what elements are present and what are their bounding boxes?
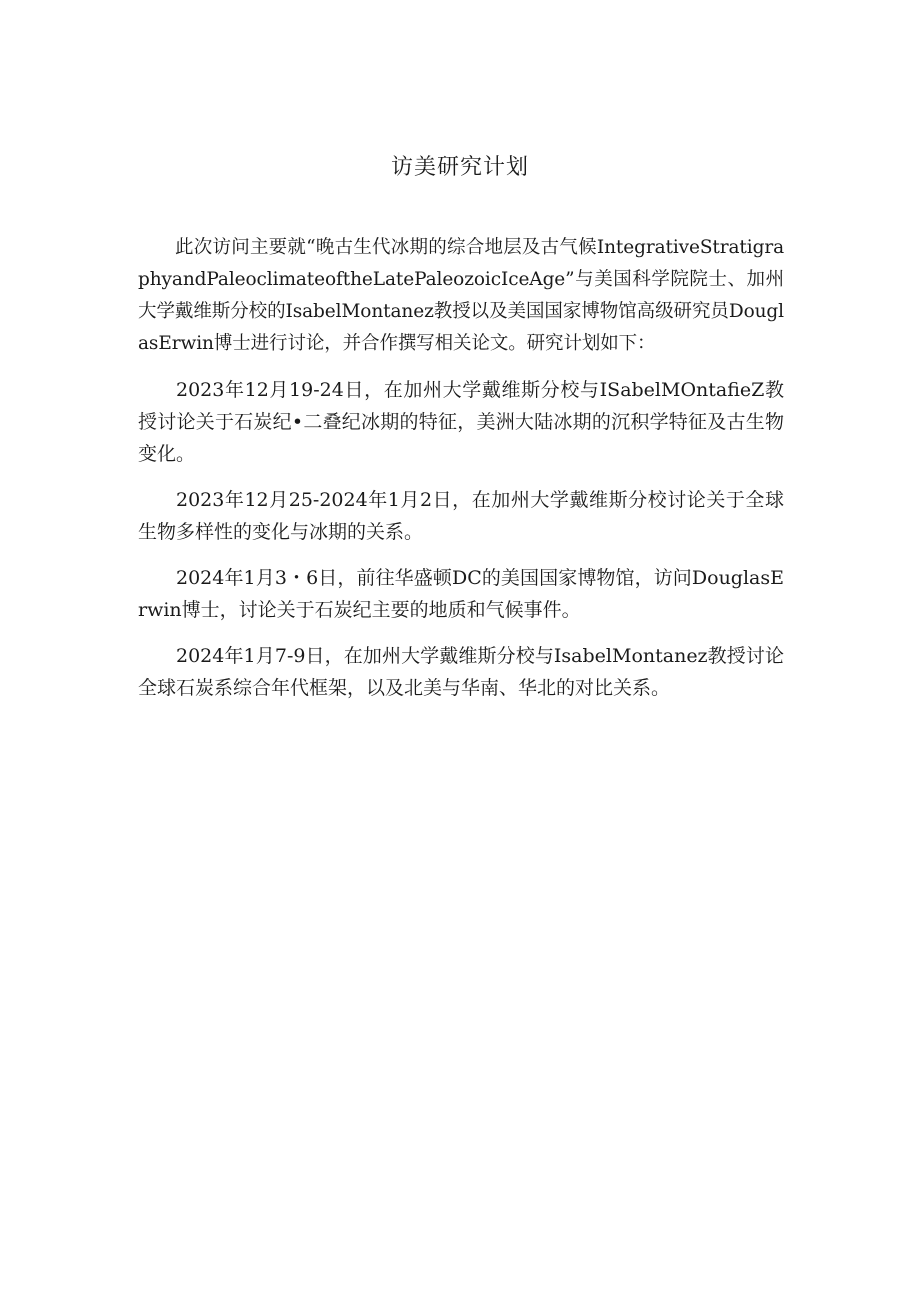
document-title: 访美研究计划 <box>390 155 529 180</box>
paragraph-plan-jan-3-6: 2024年1月3・6日，前往华盛顿DC的美国国家博物馆，访问DouglasErwin博士，讨论关于石炭纪主要的地质和气候事件。 <box>138 567 784 621</box>
paragraph-plan-jan-7-9: 2024年1月7-9日，在加州大学戴维斯分校与IsabelMontanez教授讨论全球石炭系综合年代框架，以及北美与华南、华北的对比关系。 <box>138 645 784 699</box>
paragraph-plan-dec-25-jan-2: 2023年12月25-2024年1月2日，在加州大学戴维斯分校讨论关于全球生物多样性的变化与冰期的关系。 <box>138 489 784 543</box>
paragraph-intro: 此次访问主要就“晚古生代冰期的综合地层及古气候IntegrativeStratigraphyandPaleoclimateoftheLatePaleozoicIceAge”与美国科学院院士、加州大学戴维斯分校的IsabelMontanez教授以及美国国家博物馆高级研究员DouglasErwin博士进行讨论，并合作撰写相关论文。研究计划如下： <box>138 237 784 354</box>
document-body <box>138 232 784 718</box>
paragraph-plan-dec-19-24: 2023年12月19-24日，在加州大学戴维斯分校与ISabelMOntafieZ教授讨论关于石炭纪•二叠纪冰期的特征，美洲大陆冰期的沉积学特征及古生物变化。 <box>138 379 784 465</box>
